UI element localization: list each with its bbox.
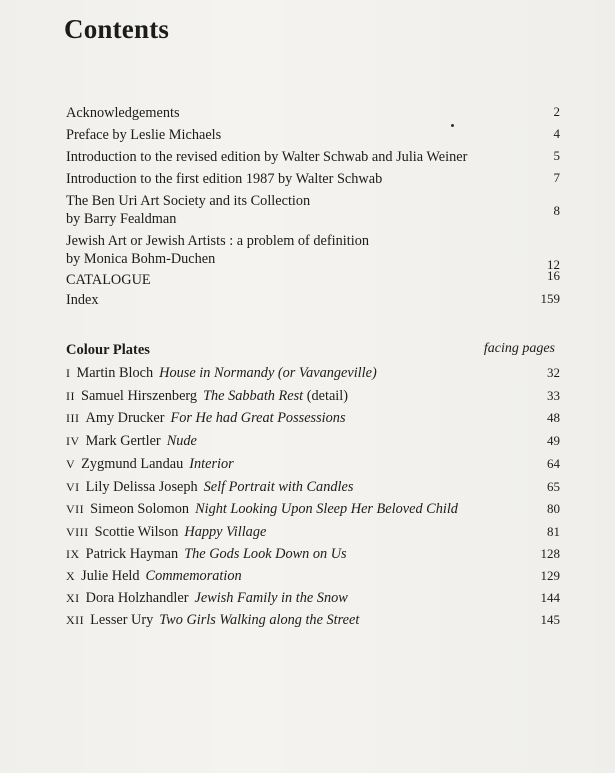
toc-page-number: 7 — [553, 170, 560, 185]
plate-numeral: IV — [66, 434, 80, 448]
plate-page-number: 48 — [547, 410, 560, 425]
plate-entry — [66, 364, 560, 382]
toc-page-number: 16 — [547, 268, 560, 283]
toc-entry-jewish-art — [66, 232, 560, 272]
plate-page-number: 32 — [547, 365, 560, 380]
plate-entry — [66, 432, 560, 450]
plate-page-number: 33 — [547, 388, 560, 403]
toc-entry-text: Acknowledgements — [66, 105, 180, 121]
toc-entry-author: by Barry Fealdman — [66, 211, 177, 227]
plate-numeral: XII — [66, 613, 85, 627]
plate-artist: Patrick Hayman — [85, 546, 179, 562]
plate-work-title: Night Looking Upon Sleep Her Beloved Child — [195, 501, 458, 517]
plate-numeral: II — [66, 389, 75, 403]
toc-entry-index — [66, 291, 560, 309]
toc-entry-preface — [66, 126, 560, 144]
plate-work-note: (detail) — [303, 388, 349, 404]
toc-entry-ben-uri — [66, 192, 560, 228]
colour-plates-heading: Colour Plates — [66, 342, 150, 358]
plate-work-title: Self Portrait with Candles — [203, 479, 354, 495]
plate-work-title: Nude — [166, 433, 197, 449]
toc-entry-text: The Ben Uri Art Society and its Collection — [66, 193, 311, 209]
plate-work-title: Happy Village — [184, 524, 267, 540]
plate-artist: Martin Bloch — [76, 365, 154, 381]
page-title: Contents — [64, 14, 170, 44]
toc-page-number: 159 — [540, 291, 560, 306]
toc-entry-intro-revised — [66, 148, 560, 166]
plate-entry — [66, 409, 560, 427]
plate-entry — [66, 545, 560, 563]
plate-page-number: 64 — [547, 456, 560, 471]
plate-work-title: The Sabbath Rest — [203, 388, 304, 404]
toc-page-number: 5 — [553, 148, 560, 163]
plate-entry — [66, 478, 560, 496]
plate-numeral: IX — [66, 547, 80, 561]
toc-entry-intro-first — [66, 170, 560, 188]
plate-page-number: 49 — [547, 433, 560, 448]
plate-artist: Zygmund Landau — [81, 456, 184, 472]
plate-entry — [66, 523, 560, 541]
plate-artist: Amy Drucker — [85, 410, 165, 426]
plate-artist: Lesser Ury — [90, 612, 154, 628]
plate-numeral: VIII — [66, 525, 89, 539]
toc-entry-text: Preface by Leslie Michaels — [66, 127, 222, 143]
toc-entry-text: Introduction to the revised edition by Walter Schwab and Julia Weiner — [66, 149, 468, 165]
plate-numeral: I — [66, 366, 71, 380]
plate-numeral: X — [66, 569, 76, 583]
toc-entry-text: Jewish Art or Jewish Artists : a problem of definition — [66, 233, 369, 249]
toc-entry-text: Index — [66, 292, 99, 308]
plate-page-number: 81 — [547, 524, 560, 539]
plate-entry — [66, 455, 560, 473]
plate-numeral: XI — [66, 591, 80, 605]
plate-artist: Dora Holzhandler — [85, 590, 189, 606]
plate-numeral: VI — [66, 480, 80, 494]
plate-entry — [66, 589, 560, 607]
plate-numeral: III — [66, 411, 80, 425]
toc-entry-text: CATALOGUE — [66, 272, 151, 288]
plate-entry — [66, 567, 560, 585]
plate-entry — [66, 387, 560, 405]
plate-page-number: 128 — [540, 546, 560, 561]
plate-work-title: For He had Great Possessions — [170, 410, 346, 426]
plate-work-title: House in Normandy (or Vavangeville) — [159, 365, 377, 381]
plate-numeral: V — [66, 457, 76, 471]
toc-entry-author: by Monica Bohm-Duchen — [66, 251, 216, 267]
facing-pages-label: facing pages — [483, 341, 555, 356]
toc-page-number: 8 — [553, 203, 560, 218]
plate-work-title: Interior — [189, 456, 234, 472]
plate-page-number: 144 — [540, 590, 560, 605]
plate-artist: Lily Delissa Joseph — [85, 479, 198, 495]
plate-work-title: Commemoration — [145, 568, 242, 584]
plate-artist: Scottie Wilson — [94, 524, 179, 540]
plate-page-number: 80 — [547, 501, 560, 516]
plate-artist: Samuel Hirszenberg — [81, 388, 198, 404]
toc-page-number: 4 — [553, 126, 560, 141]
plate-page-number: 145 — [540, 612, 560, 627]
plate-page-number: 129 — [540, 568, 560, 583]
toc-page-number: 2 — [553, 104, 560, 119]
plate-artist: Simeon Solomon — [90, 501, 190, 517]
plate-work-title: Two Girls Walking along the Street — [159, 612, 360, 628]
plate-entry — [66, 611, 560, 629]
toc-page-number: 12 — [547, 257, 560, 272]
toc-entry-catalogue — [66, 268, 560, 289]
plate-work-title: Jewish Family in the Snow — [194, 590, 348, 606]
toc-entry-acknowledgements — [66, 104, 560, 122]
plate-page-number: 65 — [547, 479, 560, 494]
toc-entry-text: Introduction to the first edition 1987 by Walter Schwab — [66, 171, 383, 187]
plate-work-title: The Gods Look Down on Us — [184, 546, 347, 562]
plate-artist: Julie Held — [81, 568, 140, 584]
plate-entry — [66, 500, 560, 518]
plate-artist: Mark Gertler — [85, 433, 161, 449]
plate-numeral: VII — [66, 502, 85, 516]
